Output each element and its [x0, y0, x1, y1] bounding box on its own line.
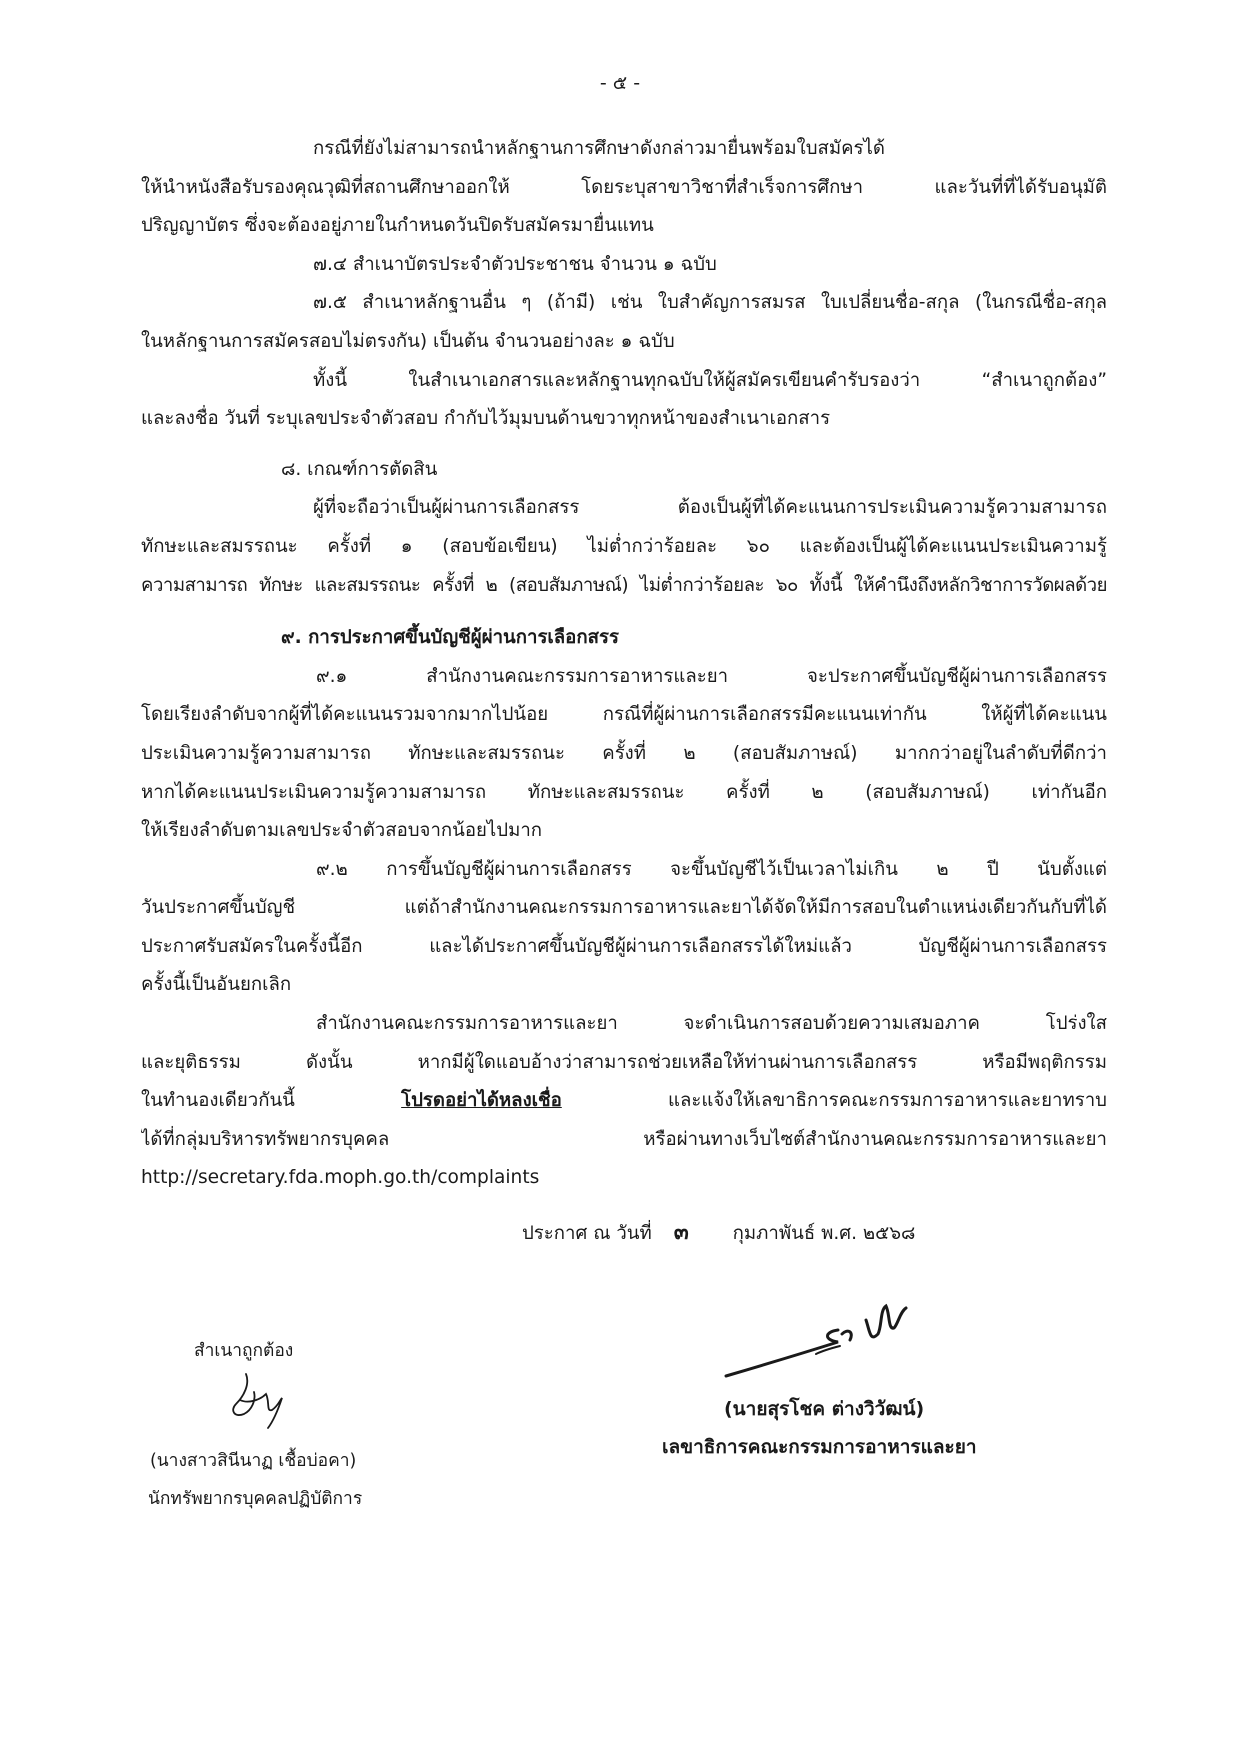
list-item-9-2: ๙.๒ การขึ้นบัญชีผู้ผ่านการเลือกสรร จะขึ้นบัญชีไว้เป็นเวลาไม่เกิน ๒ ปี นับตั้งแต่	[316, 858, 1107, 880]
section-heading-8: ๘. เกณฑ์การตัดสิน	[281, 458, 438, 480]
paragraph-line: ให้เรียงลำดับตามเลขประจำตัวสอบจากน้อยไปมาก	[141, 820, 543, 842]
paragraph-line: โดยเรียงลำดับจากผู้ที่ได้คะแนนรวมจากมากไปน้อย กรณีที่ผู้ผ่านการเลือกสรรมีคะแนนเท่ากัน ให้ผู้ที่ได้คะแนน	[141, 704, 1107, 726]
certifier-signature	[226, 1370, 286, 1432]
complaint-url[interactable]: http://secretary.fda.moph.go.th/complaints	[141, 1167, 540, 1189]
date-prefix: ประกาศ ณ วันที่	[522, 1223, 652, 1244]
signatory-position: เลขาธิการคณะกรรมการอาหารและยา	[662, 1436, 977, 1458]
paragraph-line: ทักษะและสมรรถนะ ครั้งที่ ๑ (สอบข้อเขียน) ไม่ต่ำกว่าร้อยละ ๖๐ และต้องเป็นผู้ได้คะแนนประเมินความรู้	[141, 535, 1107, 557]
paragraph-line: ความสามารถ ทักษะ และสมรรถนะ ครั้งที่ ๒ (สอบสัมภาษณ์) ไม่ต่ำกว่าร้อยละ ๖๐ ทั้งนี้ ให้คำนึงถึงหลักวิชาการวัดผลด้วย	[141, 574, 1107, 596]
paragraph-line: ได้ที่กลุ่มบริหารทรัพยากรบุคคล หรือผ่านทางเว็บไซต์สำนักงานคณะกรรมการอาหารและยา	[141, 1128, 1107, 1150]
section-heading-9: ๙. การประกาศขึ้นบัญชีผู้ผ่านการเลือกสรร	[281, 627, 619, 649]
paragraph-line: ประกาศรับสมัครในครั้งนี้อีก และได้ประกาศขึ้นบัญชีผู้ผ่านการเลือกสรรได้ใหม่แล้ว บัญชีผู้ผ่านการเลือกสรร	[141, 935, 1107, 957]
paragraph-line: ครั้งนี้เป็นอันยกเลิก	[141, 974, 292, 996]
date-day: ๓	[673, 1220, 689, 1245]
date-month-year: กุมภาพันธ์ พ.ศ. ๒๕๖๘	[732, 1223, 916, 1244]
paragraph-line: กรณีที่ยังไม่สามารถนำหลักฐานการศึกษาดังกล่าวมายื่นพร้อมใบสมัครได้	[313, 138, 885, 159]
warning-emphasis: โปรดอย่าได้หลงเชื่อ	[401, 1090, 562, 1112]
spacer	[141, 439, 1107, 451]
paragraph-line-warning	[141, 1082, 1107, 1121]
page-number: - ๕ -	[599, 72, 641, 94]
warning-prefix: ในทำนองเดียวกันนี้	[141, 1090, 295, 1112]
paragraph-line: ให้นำหนังสือรับรองคุณวุฒิที่สถานศึกษาออกให้ โดยระบุสาขาวิชาที่สำเร็จการศึกษา และวันที่ที่ได้รับอนุมัติ	[141, 176, 1107, 198]
warning-suffix: และแจ้งให้เลขาธิการคณะกรรมการอาหารและยาทราบ	[668, 1090, 1107, 1112]
list-item-7-4: ๗.๔ สำเนาบัตรประจำตัวประชาชน จำนวน ๑ ฉบับ	[313, 253, 717, 275]
document-body	[141, 130, 1107, 1198]
secretary-general-signature	[720, 1284, 920, 1384]
paragraph-line: สำนักงานคณะกรรมการอาหารและยา จะดำเนินการสอบด้วยความเสมอภาค โปร่งใส	[316, 1013, 1107, 1035]
signatory-name: (นายสุรโชค ต่างวิวัฒน์)	[724, 1398, 925, 1420]
paragraph-line: และลงชื่อ วันที่ ระบุเลขประจำตัวสอบ กำกับไว้มุมบนด้านขวาทุกหน้าของสำเนาเอกสาร	[141, 408, 831, 430]
announcement-date	[522, 1214, 915, 1249]
paragraph-line: ผู้ที่จะถือว่าเป็นผู้ผ่านการเลือกสรร ต้องเป็นผู้ที่ได้คะแนนการประเมินความรู้ความสามารถ	[313, 497, 1107, 519]
paragraph-line: ปริญญาบัตร ซึ่งจะต้องอยู่ภายในกำหนดวันปิดรับสมัครมายื่นแทน	[141, 215, 654, 237]
list-item-9-1: ๙.๑ สำนักงานคณะกรรมการอาหารและยา จะประกาศขึ้นบัญชีผู้ผ่านการเลือกสรร	[316, 665, 1107, 687]
paragraph-line: หากได้คะแนนประเมินความรู้ความสามารถ ทักษะและสมรรถนะ ครั้งที่ ๒ (สอบสัมภาษณ์) เท่ากันอีก	[141, 781, 1107, 803]
paragraph-line: ทั้งนี้ ในสำเนาเอกสารและหลักฐานทุกฉบับให้ผู้สมัครเขียนคำรับรองว่า “สำเนาถูกต้อง”	[313, 369, 1107, 391]
certifier-position: นักทรัพยากรบุคคลปฏิบัติการ	[148, 1489, 363, 1509]
certifier-name: (นางสาวสินีนาฏ เชื้อบ่อคา)	[150, 1451, 357, 1471]
paragraph-line: วันประกาศขึ้นบัญชี แต่ถ้าสำนักงานคณะกรรมการอาหารและยาได้จัดให้มีการสอบในตำแหน่งเดียวกันกับที่ได้	[141, 897, 1107, 919]
certified-copy-label: สำเนาถูกต้อง	[194, 1341, 294, 1361]
paragraph-line: ประเมินความรู้ความสามารถ ทักษะและสมรรถนะ ครั้งที่ ๒ (สอบสัมภาษณ์) มากกว่าอยู่ในลำดับที่ดีกว่า	[141, 742, 1107, 764]
paragraph-line: ในหลักฐานการสมัครสอบไม่ตรงกัน) เป็นต้น จำนวนอย่างละ ๑ ฉบับ	[141, 330, 675, 352]
paragraph-line: และยุติธรรม ดังนั้น หากมีผู้ใดแอบอ้างว่าสามารถช่วยเหลือให้ท่านผ่านการเลือกสรร หรือมีพฤติกรรม	[141, 1051, 1107, 1073]
spacer	[141, 605, 1107, 619]
list-item-7-5: ๗.๕ สำเนาหลักฐานอื่น ๆ (ถ้ามี) เช่น ใบสำคัญการสมรส ใบเปลี่ยนชื่อ-สกุล (ในกรณีชื่อ-สกุล	[313, 292, 1107, 314]
